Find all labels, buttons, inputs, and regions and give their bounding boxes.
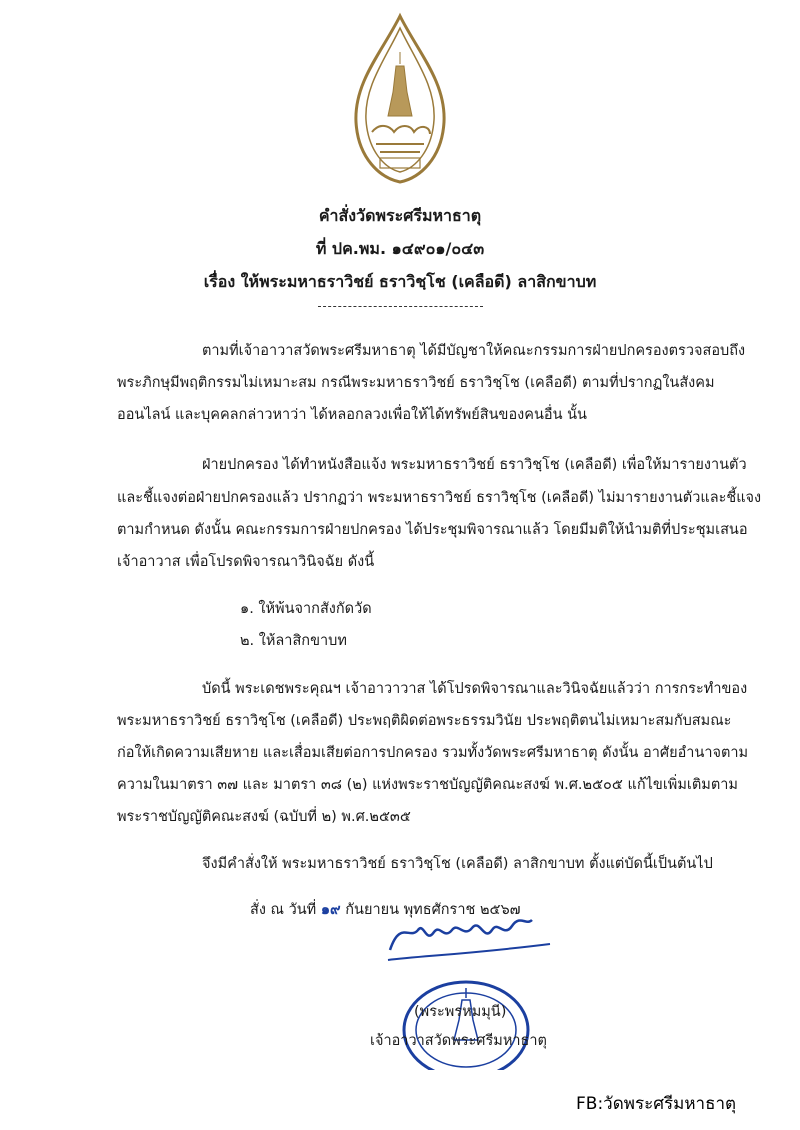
paragraph-2-line-1: ฝ่ายปกครอง ได้ทำหนังสือแจ้ง พระมหาธราวิชย์ ธราวิชฺโช (เคลือดี) เพื่อให้มารายงานตัว (202, 457, 747, 473)
signatory-name: (พระพรหมมุนี) (414, 1004, 507, 1020)
paragraph-1-line-2: พระภิกษุมีพฤติกรรมไม่เหมาะสม กรณีพระมหาธราวิชย์ ธราวิชฺโช (เคลือดี) ตามที่ปรากฏในสังคม (117, 375, 715, 391)
date-prefix: สั่ง ณ วันที่ (250, 902, 317, 918)
order-title: คำสั่งวัดพระศรีมหาธาตุ (318, 206, 482, 225)
paragraph-3-line-2: พระมหาธราวิชย์ ธราวิชฺโช (เคลือดี) ประพฤติผิดต่อพระธรรมวินัย ประพฤติตนไม่เหมาะสมกับสมณะ (117, 713, 732, 729)
source-credit: FB:วัดพระศรีมหาธาตุ (576, 1094, 737, 1114)
temple-emblem-logo (350, 12, 450, 184)
paragraph-4: จึงมีคำสั่งให้ พระมหาธราวิชย์ ธราวิชฺโช (เคลือดี) ลาสิกขาบท ตั้งแต่บัดนี้เป็นต้นไป (202, 856, 713, 872)
paragraph-2-line-2: และชี้แจงต่อฝ่ายปกครองแล้ว ปรากฏว่า พระมหาธราวิชย์ ธราวิชฺโช (เคลือดี) ไม่มารายงานตัวและชี้แจง (117, 490, 762, 506)
list-item-1: ๑. ให้พ้นจากสังกัดวัด (240, 601, 372, 617)
paragraph-3-line-5: พระราชบัญญัติคณะสงฆ์ (ฉบับที่ ๒) พ.ศ.๒๕๓๕ (117, 809, 411, 825)
paragraph-3-line-4: ความในมาตรา ๓๗ และ มาตรา ๓๘ (๒) แห่งพระราชบัญญัติคณะสงฆ์ พ.ศ.๒๕๐๕ แก้ไขเพิ่มเติมตาม (117, 777, 738, 793)
order-number: ที่ ปค.พม. ๑๔๙๐๑/๐๔๓ (315, 239, 485, 258)
heading-divider (318, 306, 483, 307)
date-day: ๑๙ (320, 902, 341, 918)
paragraph-1-line-3: ออนไลน์ และบุคคลกล่าวหาว่า ได้หลอกลวงเพื่อให้ได้ทรัพย์สินของคนอื่น นั้น (117, 407, 587, 423)
paragraph-3-line-3: ก่อให้เกิดความเสียหาย และเสื่อมเสียต่อการปกครอง รวมทั้งวัดพระศรีมหาธาตุ ดังนั้น อาศัยอำนาจตาม (117, 745, 749, 761)
paragraph-2-line-3: ตามกำหนด ดังนั้น คณะกรรมการฝ่ายปกครอง ได้ประชุมพิจารณาแล้ว โดยมีมติให้นำมติที่ประชุมเสนอ (117, 522, 748, 538)
paragraph-3-line-1: บัดนี้ พระเดชพระคุณฯ เจ้าอาวาวาส ได้โปรดพิจารณาและวินิจฉัยแล้วว่า การกระทำของ (202, 681, 748, 697)
signatory-position: เจ้าอาวาสวัดพระศรีมหาธาตุ (370, 1033, 547, 1049)
paragraph-1-line-1: ตามที่เจ้าอาวาสวัดพระศรีมหาธาตุ ได้มีบัญชาให้คณะกรรมการฝ่ายปกครองตรวจสอบถึง (202, 343, 746, 359)
paragraph-2-line-4: เจ้าอาวาส เพื่อโปรดพิจารณาวินิจฉัย ดังนี้ (117, 554, 375, 570)
list-item-2: ๒. ให้ลาสิกขาบท (240, 633, 347, 649)
date-rest: กันยายน พุทธศักราช ๒๕๖๗ (345, 902, 521, 918)
order-subject: เรื่อง ให้พระมหาธราวิชย์ ธราวิชฺโช (เคลือดี) ลาสิกขาบท (203, 272, 597, 291)
